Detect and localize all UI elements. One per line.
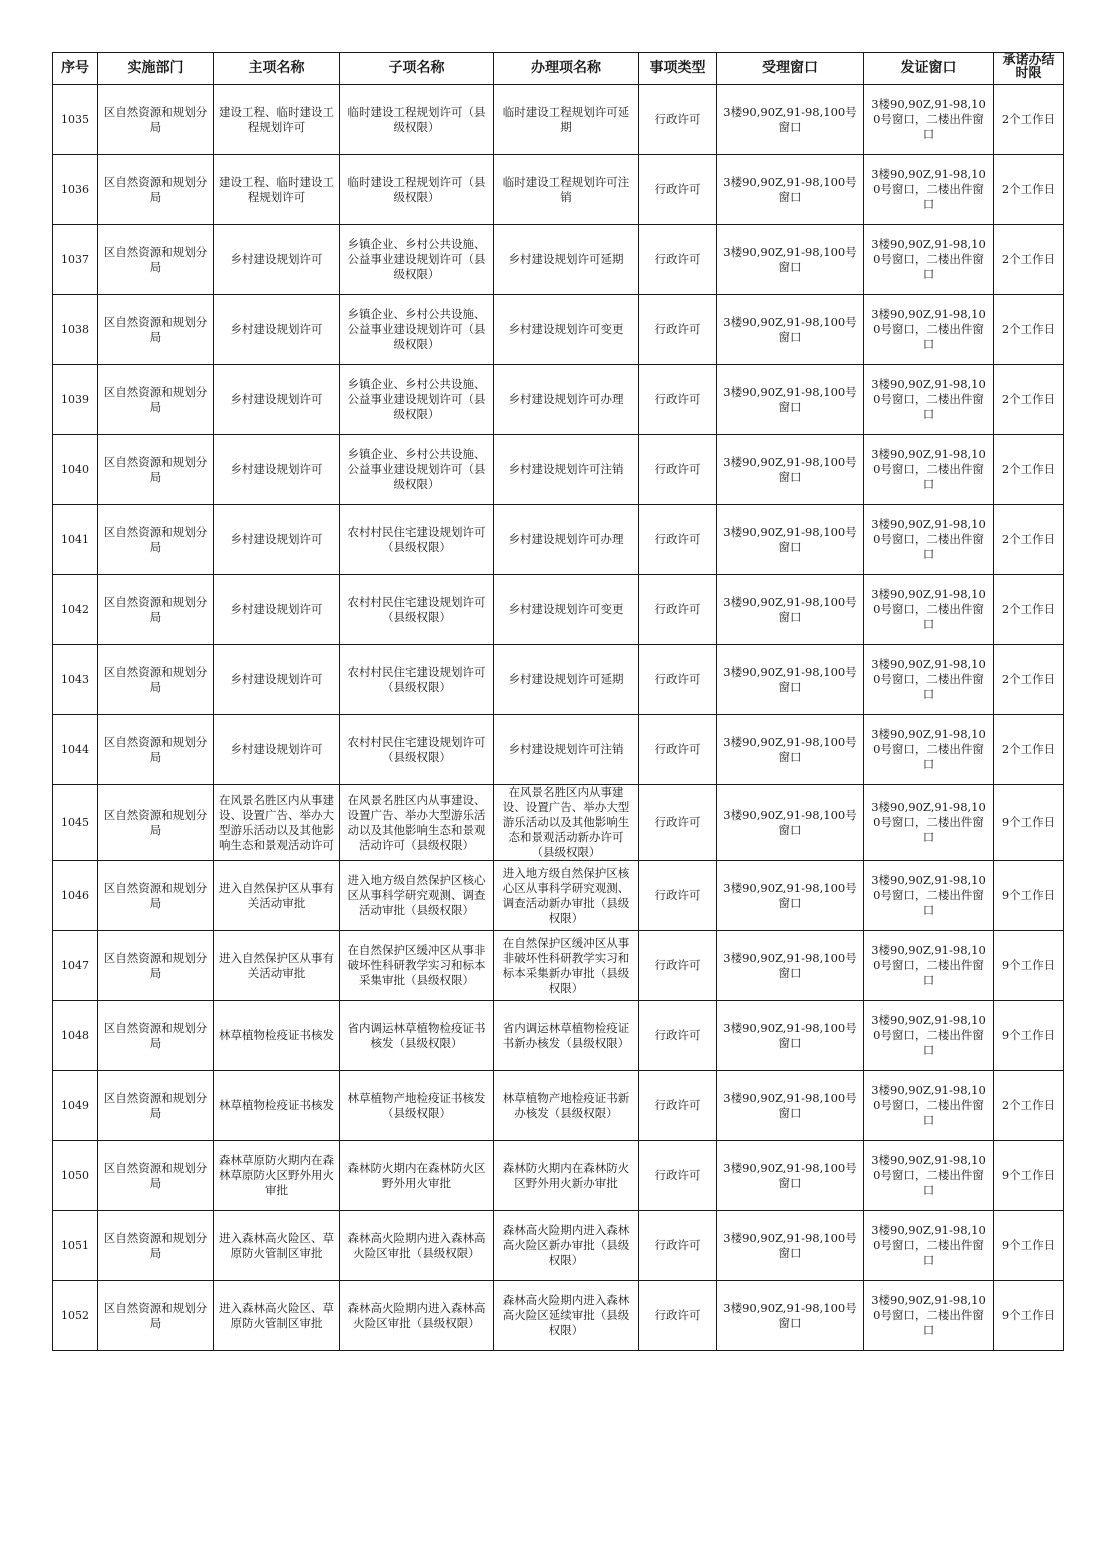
header-issue-window: 发证窗口 — [864, 53, 994, 85]
cell-seq: 1045 — [53, 785, 98, 861]
cell-time-limit: 2个工作日 — [994, 575, 1064, 645]
header-sub-item: 子项名称 — [340, 53, 494, 85]
cell-accept-window: 3楼90,90Z,91-98,100号窗口 — [717, 1141, 864, 1211]
cell-item-type: 行政许可 — [639, 715, 717, 785]
cell-item-type: 行政许可 — [639, 505, 717, 575]
cell-handling-item: 在自然保护区缓冲区从事非破坏性科研教学实习和标本采集新办审批（县级权限） — [494, 931, 639, 1001]
cell-handling-item: 林草植物产地检疫证书新办核发（县级权限） — [494, 1071, 639, 1141]
cell-time-limit: 2个工作日 — [994, 225, 1064, 295]
cell-accept-window: 3楼90,90Z,91-98,100号窗口 — [717, 575, 864, 645]
cell-issue-window: 3楼90,90Z,91-98,100号窗口，二楼出件窗口 — [864, 295, 994, 365]
cell-item-type: 行政许可 — [639, 575, 717, 645]
cell-seq: 1048 — [53, 1001, 98, 1071]
header-dept: 实施部门 — [98, 53, 214, 85]
cell-issue-window: 3楼90,90Z,91-98,100号窗口，二楼出件窗口 — [864, 785, 994, 861]
cell-sub-item: 森林高火险期内进入森林高火险区审批（县级权限） — [340, 1211, 494, 1281]
cell-sub-item: 临时建设工程规划许可（县级权限） — [340, 155, 494, 225]
cell-sub-item: 农村村民住宅建设规划许可（县级权限） — [340, 645, 494, 715]
cell-issue-window: 3楼90,90Z,91-98,100号窗口，二楼出件窗口 — [864, 1071, 994, 1141]
table-row — [53, 505, 1064, 575]
cell-dept: 区自然资源和规划分局 — [98, 225, 214, 295]
cell-issue-window: 3楼90,90Z,91-98,100号窗口，二楼出件窗口 — [864, 435, 994, 505]
cell-issue-window: 3楼90,90Z,91-98,100号窗口，二楼出件窗口 — [864, 1141, 994, 1211]
cell-main-item: 进入自然保护区从事有关活动审批 — [214, 931, 340, 1001]
cell-handling-item: 乡村建设规划许可变更 — [494, 575, 639, 645]
header-accept-window: 受理窗口 — [717, 53, 864, 85]
cell-handling-item: 乡村建设规划许可延期 — [494, 645, 639, 715]
cell-accept-window: 3楼90,90Z,91-98,100号窗口 — [717, 155, 864, 225]
cell-accept-window: 3楼90,90Z,91-98,100号窗口 — [717, 1211, 864, 1281]
table-row — [53, 1211, 1064, 1281]
permit-items-table — [52, 52, 1064, 1351]
cell-sub-item: 乡镇企业、乡村公共设施、公益事业建设规划许可（县级权限） — [340, 295, 494, 365]
cell-seq: 1051 — [53, 1211, 98, 1281]
cell-main-item: 进入森林高火险区、草原防火管制区审批 — [214, 1211, 340, 1281]
cell-seq: 1043 — [53, 645, 98, 715]
cell-accept-window: 3楼90,90Z,91-98,100号窗口 — [717, 505, 864, 575]
cell-issue-window: 3楼90,90Z,91-98,100号窗口，二楼出件窗口 — [864, 365, 994, 435]
cell-main-item: 乡村建设规划许可 — [214, 295, 340, 365]
cell-dept: 区自然资源和规划分局 — [98, 861, 214, 931]
cell-time-limit: 9个工作日 — [994, 785, 1064, 861]
cell-main-item: 建设工程、临时建设工程规划许可 — [214, 85, 340, 155]
table-row — [53, 295, 1064, 365]
cell-issue-window: 3楼90,90Z,91-98,100号窗口，二楼出件窗口 — [864, 225, 994, 295]
cell-seq: 1046 — [53, 861, 98, 931]
cell-time-limit: 2个工作日 — [994, 645, 1064, 715]
table-row — [53, 435, 1064, 505]
cell-item-type: 行政许可 — [639, 155, 717, 225]
header-handling-item: 办理项名称 — [494, 53, 639, 85]
cell-time-limit: 2个工作日 — [994, 435, 1064, 505]
cell-main-item: 林草植物检疫证书核发 — [214, 1071, 340, 1141]
table-row — [53, 1001, 1064, 1071]
cell-seq: 1035 — [53, 85, 98, 155]
table-row — [53, 365, 1064, 435]
cell-sub-item: 乡镇企业、乡村公共设施、公益事业建设规划许可（县级权限） — [340, 365, 494, 435]
cell-main-item: 乡村建设规划许可 — [214, 505, 340, 575]
cell-time-limit: 2个工作日 — [994, 1071, 1064, 1141]
cell-item-type: 行政许可 — [639, 225, 717, 295]
cell-accept-window: 3楼90,90Z,91-98,100号窗口 — [717, 715, 864, 785]
cell-dept: 区自然资源和规划分局 — [98, 1071, 214, 1141]
table-row — [53, 155, 1064, 225]
cell-dept: 区自然资源和规划分局 — [98, 505, 214, 575]
cell-seq: 1039 — [53, 365, 98, 435]
table-row — [53, 1071, 1064, 1141]
cell-sub-item: 临时建设工程规划许可（县级权限） — [340, 85, 494, 155]
cell-time-limit: 2个工作日 — [994, 505, 1064, 575]
cell-accept-window: 3楼90,90Z,91-98,100号窗口 — [717, 1281, 864, 1351]
cell-handling-item: 乡村建设规划许可延期 — [494, 225, 639, 295]
cell-dept: 区自然资源和规划分局 — [98, 1001, 214, 1071]
cell-handling-item: 临时建设工程规划许可注销 — [494, 155, 639, 225]
cell-issue-window: 3楼90,90Z,91-98,100号窗口，二楼出件窗口 — [864, 575, 994, 645]
cell-handling-item: 乡村建设规划许可办理 — [494, 505, 639, 575]
cell-seq: 1036 — [53, 155, 98, 225]
cell-item-type: 行政许可 — [639, 1001, 717, 1071]
cell-accept-window: 3楼90,90Z,91-98,100号窗口 — [717, 295, 864, 365]
cell-dept: 区自然资源和规划分局 — [98, 1281, 214, 1351]
cell-sub-item: 在自然保护区缓冲区从事非破坏性科研教学实习和标本采集审批（县级权限） — [340, 931, 494, 1001]
table-row — [53, 645, 1064, 715]
cell-sub-item: 森林高火险期内进入森林高火险区审批（县级权限） — [340, 1281, 494, 1351]
cell-time-limit: 9个工作日 — [994, 1141, 1064, 1211]
cell-main-item: 进入森林高火险区、草原防火管制区审批 — [214, 1281, 340, 1351]
cell-dept: 区自然资源和规划分局 — [98, 435, 214, 505]
cell-sub-item: 乡镇企业、乡村公共设施、公益事业建设规划许可（县级权限） — [340, 225, 494, 295]
cell-seq: 1038 — [53, 295, 98, 365]
cell-main-item: 乡村建设规划许可 — [214, 645, 340, 715]
cell-sub-item: 林草植物产地检疫证书核发（县级权限） — [340, 1071, 494, 1141]
cell-issue-window: 3楼90,90Z,91-98,100号窗口，二楼出件窗口 — [864, 715, 994, 785]
cell-seq: 1040 — [53, 435, 98, 505]
header-main-item: 主项名称 — [214, 53, 340, 85]
cell-time-limit: 9个工作日 — [994, 931, 1064, 1001]
table-header — [53, 53, 1064, 85]
cell-handling-item: 森林防火期内在森林防火区野外用火新办审批 — [494, 1141, 639, 1211]
cell-accept-window: 3楼90,90Z,91-98,100号窗口 — [717, 365, 864, 435]
cell-handling-item: 乡村建设规划许可办理 — [494, 365, 639, 435]
table-row — [53, 861, 1064, 931]
cell-accept-window: 3楼90,90Z,91-98,100号窗口 — [717, 931, 864, 1001]
cell-item-type: 行政许可 — [639, 861, 717, 931]
cell-time-limit: 2个工作日 — [994, 155, 1064, 225]
cell-dept: 区自然资源和规划分局 — [98, 85, 214, 155]
table-row — [53, 715, 1064, 785]
cell-time-limit: 9个工作日 — [994, 1211, 1064, 1281]
cell-issue-window: 3楼90,90Z,91-98,100号窗口，二楼出件窗口 — [864, 1001, 994, 1071]
cell-seq: 1052 — [53, 1281, 98, 1351]
cell-main-item: 乡村建设规划许可 — [214, 365, 340, 435]
cell-seq: 1041 — [53, 505, 98, 575]
cell-issue-window: 3楼90,90Z,91-98,100号窗口，二楼出件窗口 — [864, 645, 994, 715]
table-row — [53, 1281, 1064, 1351]
cell-accept-window: 3楼90,90Z,91-98,100号窗口 — [717, 785, 864, 861]
cell-accept-window: 3楼90,90Z,91-98,100号窗口 — [717, 225, 864, 295]
cell-sub-item: 在风景名胜区内从事建设、设置广告、举办大型游乐活动以及其他影响生态和景观活动许可（县级权限） — [340, 785, 494, 861]
cell-main-item: 在风景名胜区内从事建设、设置广告、举办大型游乐活动以及其他影响生态和景观活动许可 — [214, 785, 340, 861]
cell-handling-item: 乡村建设规划许可变更 — [494, 295, 639, 365]
header-seq: 序号 — [53, 53, 98, 85]
cell-issue-window: 3楼90,90Z,91-98,100号窗口，二楼出件窗口 — [864, 1281, 994, 1351]
cell-handling-item: 乡村建设规划许可注销 — [494, 435, 639, 505]
cell-item-type: 行政许可 — [639, 645, 717, 715]
cell-time-limit: 2个工作日 — [994, 365, 1064, 435]
cell-sub-item: 进入地方级自然保护区核心区从事科学研究观测、调查活动审批（县级权限） — [340, 861, 494, 931]
cell-item-type: 行政许可 — [639, 1141, 717, 1211]
cell-issue-window: 3楼90,90Z,91-98,100号窗口，二楼出件窗口 — [864, 155, 994, 225]
cell-dept: 区自然资源和规划分局 — [98, 785, 214, 861]
cell-main-item: 乡村建设规划许可 — [214, 435, 340, 505]
header-time-limit: 承诺办结时限 — [994, 53, 1064, 85]
cell-time-limit: 2个工作日 — [994, 715, 1064, 785]
cell-seq: 1037 — [53, 225, 98, 295]
cell-main-item: 建设工程、临时建设工程规划许可 — [214, 155, 340, 225]
cell-sub-item: 森林防火期内在森林防火区野外用火审批 — [340, 1141, 494, 1211]
table-row — [53, 85, 1064, 155]
cell-accept-window: 3楼90,90Z,91-98,100号窗口 — [717, 645, 864, 715]
cell-issue-window: 3楼90,90Z,91-98,100号窗口，二楼出件窗口 — [864, 505, 994, 575]
cell-sub-item: 农村村民住宅建设规划许可（县级权限） — [340, 715, 494, 785]
cell-accept-window: 3楼90,90Z,91-98,100号窗口 — [717, 85, 864, 155]
cell-seq: 1050 — [53, 1141, 98, 1211]
cell-main-item: 乡村建设规划许可 — [214, 575, 340, 645]
cell-dept: 区自然资源和规划分局 — [98, 645, 214, 715]
cell-handling-item: 临时建设工程规划许可延期 — [494, 85, 639, 155]
table-row — [53, 785, 1064, 861]
cell-item-type: 行政许可 — [639, 1071, 717, 1141]
header-item-type: 事项类型 — [639, 53, 717, 85]
cell-item-type: 行政许可 — [639, 785, 717, 861]
cell-handling-item: 森林高火险期内进入森林高火险区新办审批（县级权限） — [494, 1211, 639, 1281]
header-row — [53, 53, 1064, 85]
cell-handling-item: 森林高火险期内进入森林高火险区延续审批（县级权限） — [494, 1281, 639, 1351]
cell-dept: 区自然资源和规划分局 — [98, 575, 214, 645]
cell-issue-window: 3楼90,90Z,91-98,100号窗口，二楼出件窗口 — [864, 931, 994, 1001]
cell-item-type: 行政许可 — [639, 85, 717, 155]
cell-time-limit: 2个工作日 — [994, 295, 1064, 365]
cell-handling-item: 进入地方级自然保护区核心区从事科学研究观测、调查活动新办审批（县级权限） — [494, 861, 639, 931]
cell-accept-window: 3楼90,90Z,91-98,100号窗口 — [717, 1071, 864, 1141]
cell-item-type: 行政许可 — [639, 1281, 717, 1351]
cell-dept: 区自然资源和规划分局 — [98, 931, 214, 1001]
cell-seq: 1049 — [53, 1071, 98, 1141]
cell-item-type: 行政许可 — [639, 1211, 717, 1281]
cell-handling-item: 省内调运林草植物检疫证书新办核发（县级权限） — [494, 1001, 639, 1071]
cell-item-type: 行政许可 — [639, 295, 717, 365]
cell-dept: 区自然资源和规划分局 — [98, 365, 214, 435]
cell-sub-item: 农村村民住宅建设规划许可（县级权限） — [340, 505, 494, 575]
cell-time-limit: 9个工作日 — [994, 1281, 1064, 1351]
cell-seq: 1047 — [53, 931, 98, 1001]
cell-accept-window: 3楼90,90Z,91-98,100号窗口 — [717, 1001, 864, 1071]
table-body — [53, 85, 1064, 1351]
table-row — [53, 1141, 1064, 1211]
cell-dept: 区自然资源和规划分局 — [98, 715, 214, 785]
cell-accept-window: 3楼90,90Z,91-98,100号窗口 — [717, 861, 864, 931]
cell-item-type: 行政许可 — [639, 365, 717, 435]
cell-dept: 区自然资源和规划分局 — [98, 1211, 214, 1281]
cell-dept: 区自然资源和规划分局 — [98, 1141, 214, 1211]
cell-issue-window: 3楼90,90Z,91-98,100号窗口，二楼出件窗口 — [864, 861, 994, 931]
cell-sub-item: 乡镇企业、乡村公共设施、公益事业建设规划许可（县级权限） — [340, 435, 494, 505]
cell-sub-item: 省内调运林草植物检疫证书核发（县级权限） — [340, 1001, 494, 1071]
cell-main-item: 森林草原防火期内在森林草原防火区野外用火审批 — [214, 1141, 340, 1211]
cell-time-limit: 9个工作日 — [994, 1001, 1064, 1071]
cell-main-item: 进入自然保护区从事有关活动审批 — [214, 861, 340, 931]
table-row — [53, 575, 1064, 645]
cell-issue-window: 3楼90,90Z,91-98,100号窗口，二楼出件窗口 — [864, 85, 994, 155]
cell-time-limit: 2个工作日 — [994, 85, 1064, 155]
cell-main-item: 乡村建设规划许可 — [214, 225, 340, 295]
cell-handling-item: 在风景名胜区内从事建设、设置广告、举办大型游乐活动以及其他影响生态和景观活动新办许可（县级权限） — [494, 785, 639, 861]
cell-issue-window: 3楼90,90Z,91-98,100号窗口，二楼出件窗口 — [864, 1211, 994, 1281]
table-row — [53, 931, 1064, 1001]
cell-accept-window: 3楼90,90Z,91-98,100号窗口 — [717, 435, 864, 505]
cell-time-limit: 9个工作日 — [994, 861, 1064, 931]
cell-dept: 区自然资源和规划分局 — [98, 155, 214, 225]
cell-main-item: 林草植物检疫证书核发 — [214, 1001, 340, 1071]
cell-main-item: 乡村建设规划许可 — [214, 715, 340, 785]
cell-handling-item: 乡村建设规划许可注销 — [494, 715, 639, 785]
table-row — [53, 225, 1064, 295]
cell-sub-item: 农村村民住宅建设规划许可（县级权限） — [340, 575, 494, 645]
cell-item-type: 行政许可 — [639, 435, 717, 505]
cell-seq: 1044 — [53, 715, 98, 785]
cell-dept: 区自然资源和规划分局 — [98, 295, 214, 365]
cell-seq: 1042 — [53, 575, 98, 645]
cell-item-type: 行政许可 — [639, 931, 717, 1001]
